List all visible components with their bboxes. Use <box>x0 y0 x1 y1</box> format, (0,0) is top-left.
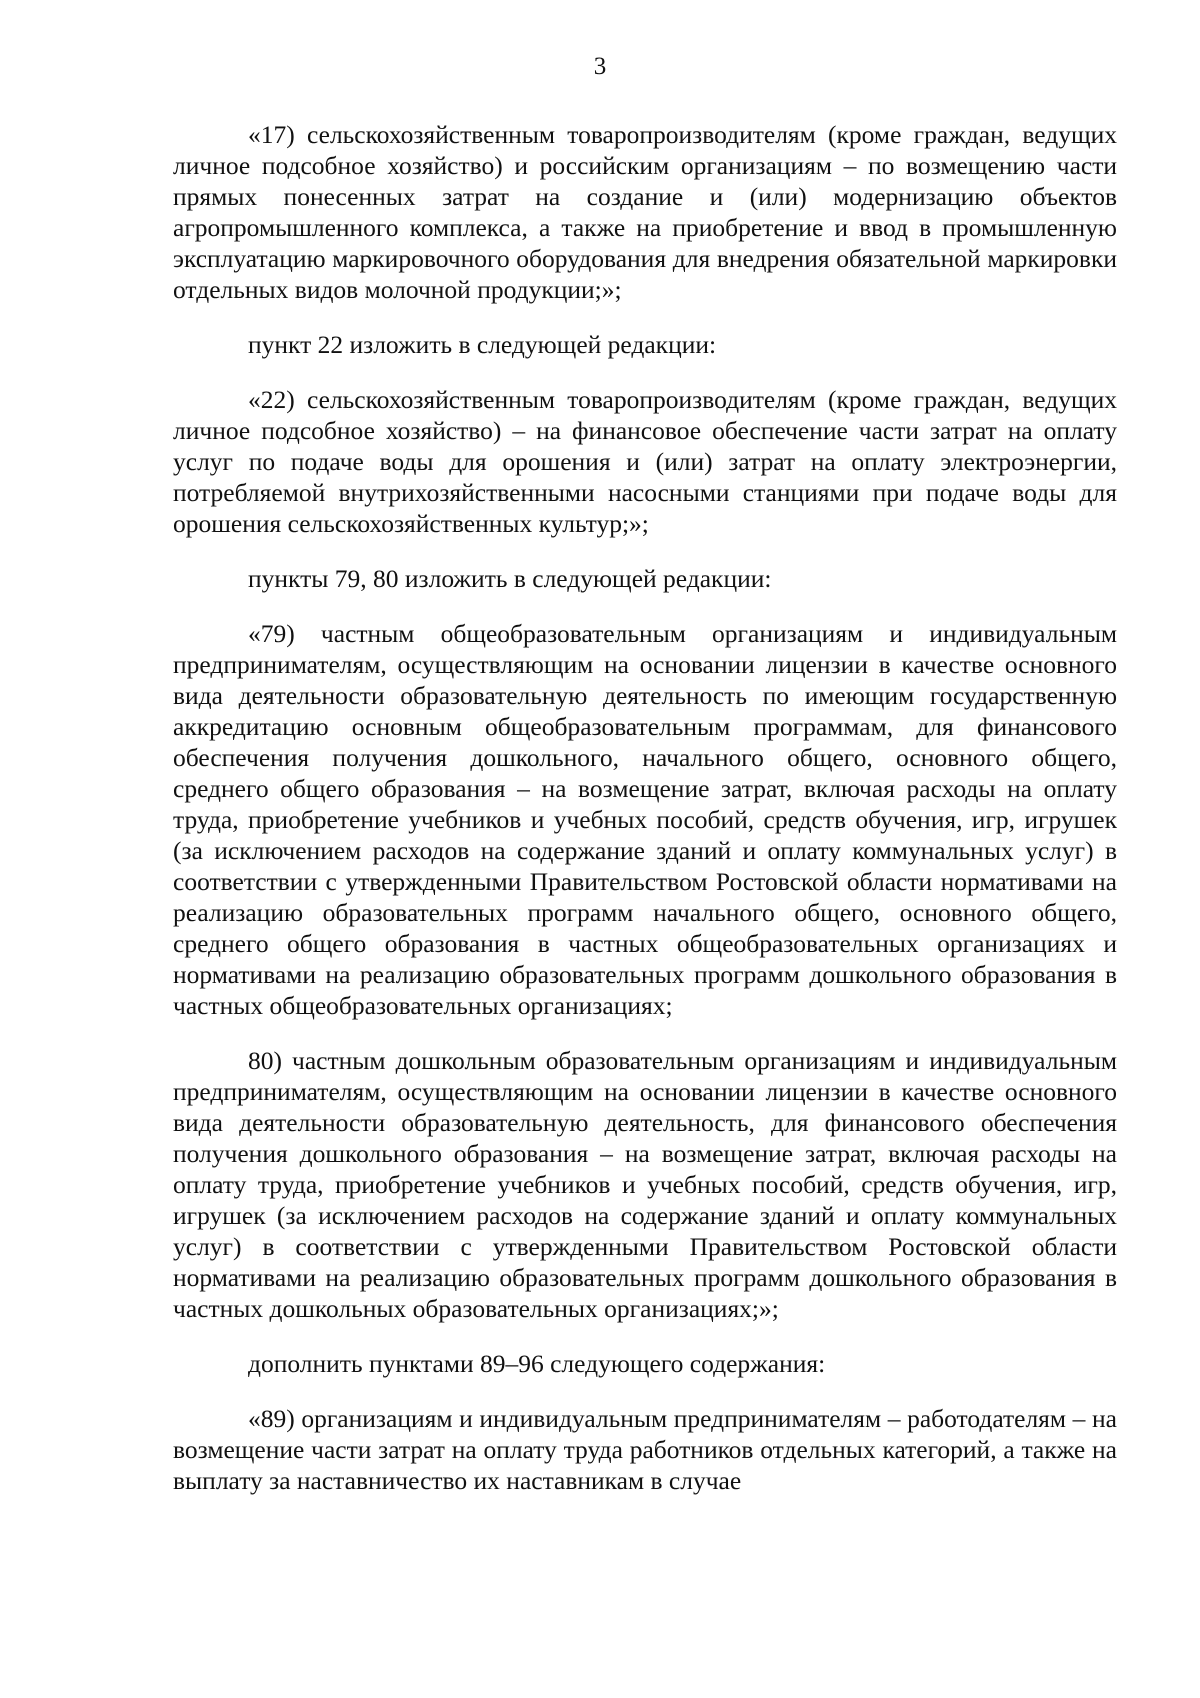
page-number: 3 <box>593 53 607 80</box>
paragraph-item-22: «22) сельскохозяйственным товаропроизводителям (кроме граждан, ведущих личное подсобное хозяйство) – на финансовое обеспечение части затрат на оплату услуг по подаче воды для орошения и (или) затрат на оплату электроэнергии, потребляемой внутрихозяйственными насосными станциями при подаче воды для орошения сельскохозяйственных культур;»; <box>173 385 1117 538</box>
paragraph-item-89: «89) организациям и индивидуальным предпринимателям – работодателям – на возмещение части затрат на оплату труда работников отдельных категорий, а также на выплату за наставничество их наставникам в случае <box>173 1404 1117 1495</box>
paragraph-item-17: «17) сельскохозяйственным товаропроизводителям (кроме граждан, ведущих личное подсобное хозяйство) и российским организациям – по возмещению части прямых понесенных затрат на создание и (или) модернизацию объектов агропромышленного комплекса, а также на приобретение и ввод в промышленную эксплуатацию маркировочного оборудования для внедрения обязательной маркировки отдельных видов молочной продукции;»; <box>173 120 1117 304</box>
paragraph-instruction-22: пункт 22 изложить в следующей редакции: <box>248 330 717 359</box>
paragraph-instruction-89-96: дополнить пунктами 89–96 следующего содержания: <box>248 1349 826 1378</box>
paragraph-item-79: «79) частным общеобразовательным организациям и индивидуальным предпринимателям, осуществляющим на основании лицензии в качестве основного вида деятельности образовательную деятельность по имеющим государственную аккредитацию основным общеобразовательным программам, для финансового обеспечения получения дошкольного, начального общего, основного общего, среднего общего образования – на возмещение затрат, включая расходы на оплату труда, приобретение учебников и учебных пособий, средств обучения, игр, игрушек (за исключением расходов на содержание зданий и оплату коммунальных услуг) в соответствии с утвержденными Правительством Ростовской области нормативами на реализацию образовательных программ начального общего, основного общего, среднего общего образования в частных общеобразовательных организациях и нормативами на реализацию образовательных программ дошкольного образования в частных общеобразовательных организациях; <box>173 619 1117 1020</box>
document-body <box>173 119 1117 1496</box>
paragraph-instruction-79-80: пункты 79, 80 изложить в следующей редакции: <box>248 564 772 593</box>
paragraph-item-80: 80) частным дошкольным образовательным организациям и индивидуальным предпринимателям, осуществляющим на основании лицензии в качестве основного вида деятельности образовательную деятельность, для финансового обеспечения получения дошкольного образования – на возмещение затрат, включая расходы на оплату труда, приобретение учебников и учебных пособий, средств обучения, игр, игрушек (за исключением расходов на содержание зданий и оплату коммунальных услуг) в соответствии с утвержденными Правительством Ростовской области нормативами на реализацию образовательных программ дошкольного образования в частных дошкольных образовательных организациях;»; <box>173 1046 1117 1323</box>
